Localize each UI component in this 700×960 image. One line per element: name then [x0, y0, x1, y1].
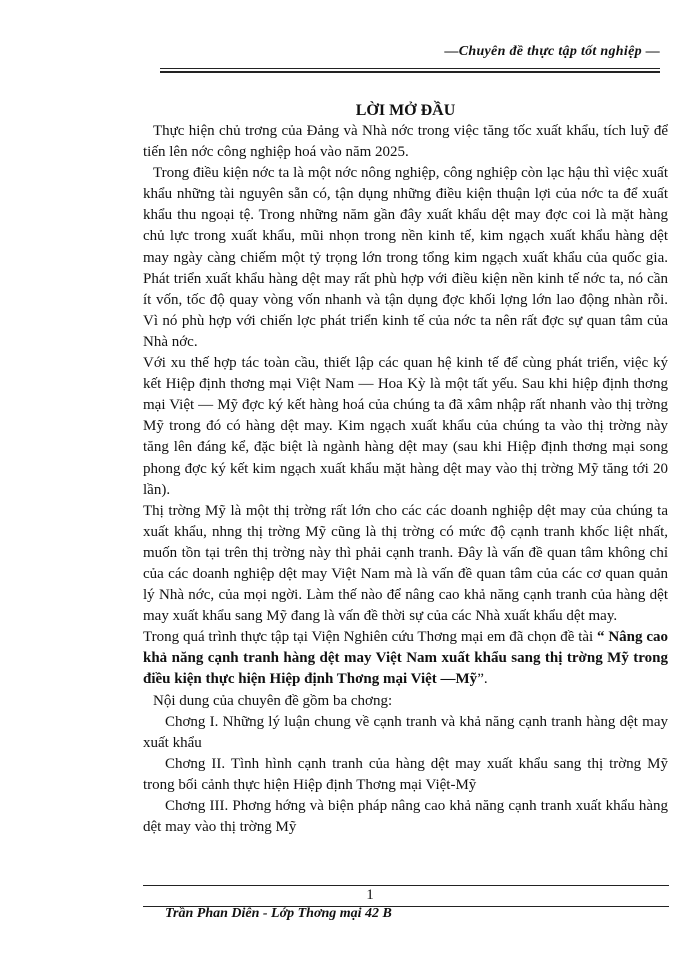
header-rule: [160, 68, 660, 69]
paragraph-conditions: Trong điều kiện nớc ta là một nớc nông nghiệp, công nghiệp còn lạc hậu thì việc xuất khẩu những tài nguyên sẵn có, tận dụng những điều kiện thuận lợi của nớc ta để xuất khẩu thu ngoại tệ. Trong những năm gần đây xuất khẩu dệt may đợc coi là mặt hàng chủ lực trong xuất khẩu, mũi nhọn trong nền kinh tế, kim ngạch xuất khẩu hàng dệt may ngày càng chiếm một tỷ trọng lớn trong tổng kim ngạch xuất khẩu của quốc gia. Phát triển xuất khẩu hàng dệt may rất phù hợp với điều kiện nền kinh tế nớc ta, nó cần ít vốn, tốc độ quay vòng vốn nhanh và tận dụng đợc khối lợng lớn lao động nhàn rỗi. Vì nó phù hợp với chiến lợc phát triển kinh tế của nớc ta nên rất đợc sự quan tâm của Nhà nớc.: [143, 165, 668, 350]
paragraph-trade-agreement: Với xu thế hợp tác toàn cầu, thiết lập các quan hệ kinh tế để cùng phát triển, việc ký kết Hiệp định thơng mại Việt Nam — Hoa Kỳ là một tất yếu. Sau khi hiệp định thơng mại Việt — Mỹ đợc ký kết hàng hoá của chúng ta đã xâm nhập rất nhanh vào thị trờng Mỹ trong đó có hàng dệt may. Kim ngạch xuất khẩu của chúng ta vào thị trờng này tăng lên đáng kể, đặc biệt là ngành hàng dệt may (sau khi Hiệp định thơng mại song phong đợc ký kết kim ngạch xuất khẩu mặt hàng dệt may vào thị trờng Mỹ tăng tới 20 lần).: [143, 355, 668, 498]
contents-intro: Nội dung của chuyên đề gồm ba chơng:: [153, 692, 393, 709]
paragraph-topic: [143, 627, 668, 690]
chapter-1: Chơng I. Những lý luận chung về cạnh tranh và khả năng cạnh tranh hàng dệt may xuất khẩu: [143, 713, 668, 751]
header-rule-thick: [160, 71, 660, 73]
document-heading: LỜI MỞ ĐẦU: [355, 102, 456, 119]
header-title: —Chuyên đề thực tập tốt nghiệp —: [444, 44, 660, 59]
document-body: [143, 100, 668, 838]
chapter-3: Chơng III. Phơng hớng và biện pháp nâng cao khả năng cạnh tranh xuất khẩu hàng dệt may vào thị trờng Mỹ: [143, 798, 668, 836]
topic-lead: Trong quá trình thực tập tại Viện Nghiên cứu Thơng mại em đã chọn đề tài: [143, 629, 594, 646]
chapter-2: Chơng II. Tình hình cạnh tranh của hàng dệt may xuất khẩu sang thị trờng Mỹ trong bối cảnh thực hiện Hiệp định Thơng mại Việt-Mỹ: [143, 755, 668, 793]
footer-rule: [143, 885, 669, 886]
paragraph-us-market: Thị trờng Mỹ là một thị trờng rất lớn cho các các doanh nghiệp dệt may của chúng ta xuất khẩu, nhng thị trờng Mỹ cũng là thị trờng có mức độ cạnh tranh khốc liệt nhất, muốn tồn tại trên thị trờng này thì phải cạnh tranh. Đây là vấn đề quan tâm không chỉ của các doanh nghiệp dệt may Việt Nam mà là vấn đề quan tâm của các cơ quan quản lý Nhà nớc, của mọi ngời. Làm thế nào để nâng cao khả năng cạnh tranh của hàng dệt may xuất khẩu sang Mỹ đang là vấn đề thời sự của các Nhà xuất khẩu dệt may.: [143, 502, 668, 625]
page-number: 1: [366, 887, 374, 903]
topic-close: ”.: [477, 671, 488, 688]
topic-title: “ Nâng cao khả năng cạnh tranh hàng dệt may Việt Nam xuất khẩu sang thị trờng Mỹ trong điều kiện thực hiện Hiệp định Thơng mại Việt —Mỹ: [143, 629, 668, 688]
footer-author: Trần Phan Diên - Lớp Thơng mại 42 B: [165, 906, 392, 921]
paragraph-intro: Thực hiện chủ trơng của Đảng và Nhà nớc trong việc tăng tốc xuất khẩu, tích luỹ để tiến lên nớc công nghiệp hoá vào năm 2025.: [143, 123, 668, 161]
